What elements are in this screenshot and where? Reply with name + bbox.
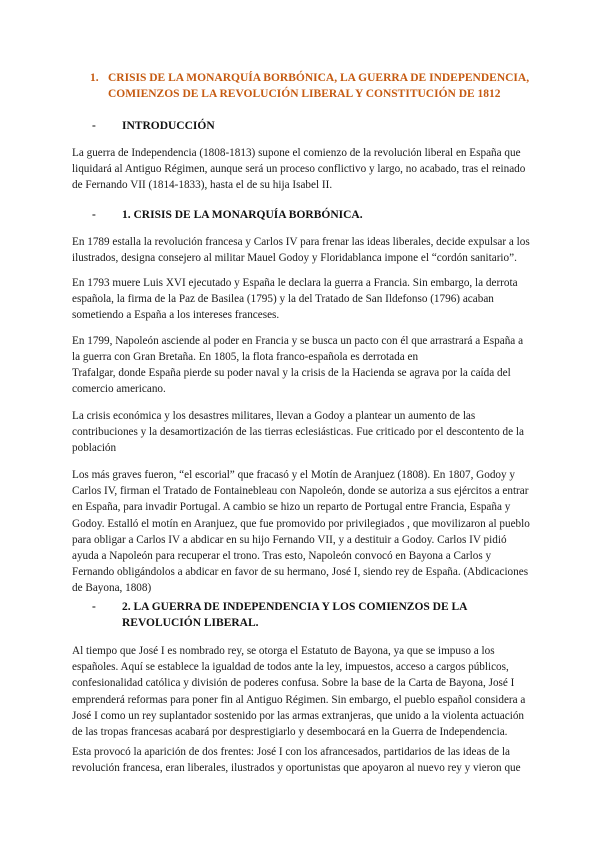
section-2-paragraph-2: Esta provocó la aparición de dos frentes: José I con los afrancesados, partidarios de las ideas de la revolución francesa, eran liberales, ilustrados y oportunistas que apoyaron al nuevo rey y vieron que: [72, 746, 521, 775]
heading-dash: -: [92, 601, 96, 613]
section-1-paragraph-3a: En 1799, Napoleón asciende al poder en Francia y se busca un pacto con él que arrastrará a España a la guerra con Gran Bretaña. En 1805, la flota franco-española es derrotada en: [72, 335, 524, 364]
section-1-heading: [92, 207, 532, 223]
title-text: CRISIS DE LA MONARQUÍA BORBÓNICA, LA GUERRA DE INDEPENDENCIA, COMIENZOS DE LA REVOLUCIÓN LIBERAL Y CONSTITUCIÓN DE 1812: [108, 72, 530, 100]
heading-text: 1. CRISIS DE LA MONARQUÍA BORBÓNICA.: [122, 209, 363, 221]
document-title: [92, 70, 532, 102]
title-number: 1.: [90, 72, 99, 84]
section-2-heading: [92, 599, 532, 631]
intro-heading: [92, 118, 532, 134]
heading-dash: -: [92, 209, 96, 221]
section-1-paragraph-3b: Trafalgar, donde España pierde su poder naval y la crisis de la Hacienda se agrava por la caída del comercio americano.: [72, 367, 511, 396]
section-1-paragraph-1: En 1789 estalla la revolución francesa y Carlos IV para frenar las ideas liberales, decide expulsar a los ilustrados, designa consejero al militar Mauel Godoy y Floridablanca impone el “cordón sanitario”.: [72, 236, 530, 265]
section-1-paragraph-4: La crisis económica y los desastres militares, llevan a Godoy a plantear un aumento de las contribuciones y la desamortización de las tierras eclesiásticas. Fue criticado por el descontento de la población: [72, 410, 524, 455]
intro-paragraph: La guerra de Independencia (1808-1813) supone el comienzo de la revolución liberal en España que liquidará al Antiguo Régimen, aunque será un proceso conflictivo y largo, no acabado, tras el reinado de Fernando VII (1814-1833), hasta el de su hija Isabel II.: [72, 147, 526, 192]
heading-text: 2. LA GUERRA DE INDEPENDENCIA Y LOS COMIENZOS DE LA REVOLUCIÓN LIBERAL.: [122, 601, 467, 629]
heading-dash: -: [92, 120, 96, 132]
section-1-paragraph-5: Los más graves fueron, “el escorial” que fracasó y el Motín de Aranjuez (1808). En 1807, Godoy y Carlos IV, firman el Tratado de Fontainebleau con Napoleón, donde se autoriza a sus ejércitos a entrar en España, para invadir Portugal. A cambio se hizo un reparto de Portugal entre Francia, España y Godoy. Estalló el motín en Aranjuez, que fue promovido por privilegiados , que movilizaron al pueblo para obligar a Carlos IV a abdicar en su hijo Fernando VII, y a destituir a Godoy. Carlos IV pidió ayuda a Napoleón para recuperar el trono. Tras esto, Napoleón convocó en Bayona a Carlos y Fernando obligándolos a abdicar en favor de su hermano, José I, siendo rey de España. (Abdicaciones de Bayona, 1808): [72, 469, 530, 595]
section-2-paragraph-1: Al tiempo que José I es nombrado rey, se otorga el Estatuto de Bayona, ya que se impuso a los españoles. Aquí se establece la igualdad de todos ante la ley, impuestos, acceso a cargos públicos, confesionalidad católica y división de poderes confusa. Sobre la base de la Carta de Bayona, José I emprenderá reformas para poner fin al Antiguo Régimen. Sin embargo, el pueblo español considera a José I como un rey suplantador sostenido por las armas extranjeras, que unido a la violenta actuación de las tropas francesas acabará por desprestigiarlo y desembocará en la Guerra de Independencia.: [72, 645, 526, 739]
section-1-paragraph-2: En 1793 muere Luis XVI ejecutado y España le declara la guerra a Francia. Sin embargo, la derrota española, la firma de la Paz de Basilea (1795) y la del Tratado de San Ildefonso (1796) acaban sometiendo a España a los intereses franceses.: [72, 277, 518, 322]
heading-text: INTRODUCCIÓN: [122, 120, 215, 132]
